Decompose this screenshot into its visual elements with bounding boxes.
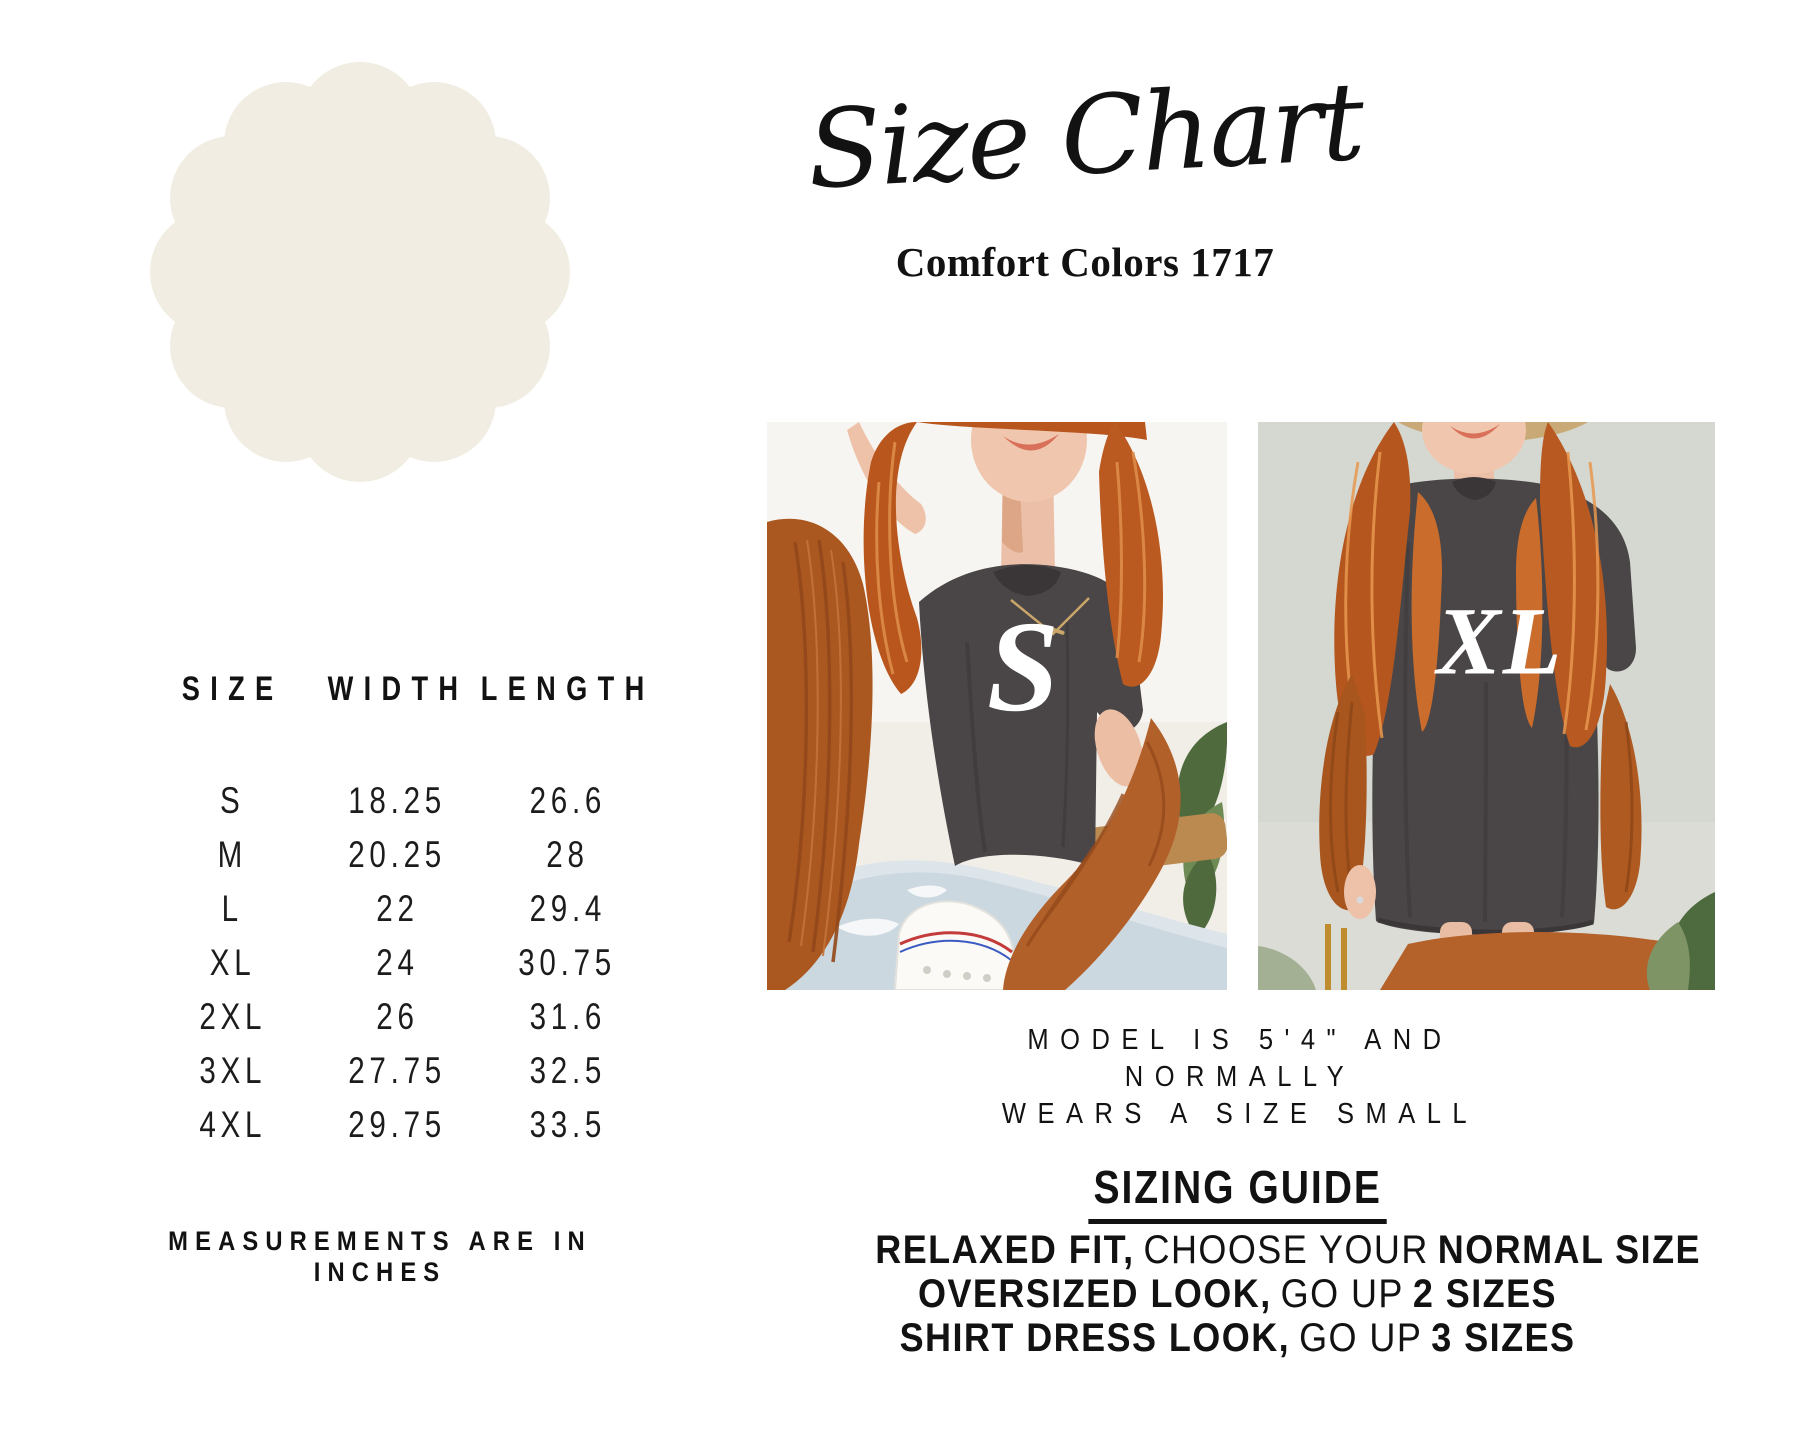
guide-bold-lead: RELAXED FIT, (875, 1228, 1135, 1272)
table-row-4xl (130, 1098, 675, 1152)
width-cell: 24 (376, 942, 419, 983)
size-cell: 3XL (199, 1050, 266, 1091)
table-row-xl (130, 936, 675, 990)
column-header-width: WIDTH (327, 669, 468, 708)
model-note (923, 1022, 1557, 1133)
product-photo-size-xl (1258, 422, 1715, 990)
size-cell: L (221, 888, 244, 929)
shirt-size-letter-s: S (986, 595, 1060, 739)
width-cell: 22 (376, 888, 419, 929)
table-row-l (130, 882, 675, 936)
length-cell: 26.6 (529, 780, 606, 821)
guide-bold-tail: 2 SIZES (1412, 1272, 1557, 1316)
width-cell: 27.75 (348, 1050, 447, 1091)
table-row-3xl (130, 1044, 675, 1098)
page-title: Size Chart (804, 59, 1366, 214)
guide-line-shirt-dress (871, 1316, 1605, 1360)
width-cell: 29.75 (348, 1104, 447, 1145)
size-table-header (130, 664, 675, 714)
length-cell: 33.5 (529, 1104, 606, 1145)
guide-regular: GO UP (1280, 1272, 1404, 1316)
product-photo-size-s (767, 422, 1227, 990)
sizing-guide-heading: SIZING GUIDE (1088, 1160, 1387, 1224)
size-cell: S (220, 780, 245, 821)
width-cell: 26 (376, 996, 419, 1037)
table-row-m (130, 828, 675, 882)
guide-line-oversized (871, 1272, 1605, 1316)
table-row-2xl (130, 990, 675, 1044)
guide-bold-lead: OVERSIZED LOOK, (918, 1272, 1272, 1316)
guide-bold-tail: 3 SIZES (1431, 1316, 1576, 1360)
photo-xl-illustration (1258, 422, 1715, 990)
scalloped-badge (148, 60, 572, 484)
length-cell: 30.75 (518, 942, 617, 983)
model-note-line1: MODEL IS 5'4" AND NORMALLY (1027, 1024, 1453, 1093)
guide-line-relaxed (871, 1228, 1701, 1272)
guide-regular: CHOOSE YOUR (1143, 1228, 1429, 1272)
column-header-length: LENGTH (480, 669, 655, 708)
guide-regular: GO UP (1299, 1316, 1423, 1360)
length-cell: 28 (546, 834, 589, 875)
length-cell: 32.5 (529, 1050, 606, 1091)
sizing-guide (930, 1160, 1545, 1224)
size-cell: 4XL (199, 1104, 266, 1145)
measurements-footnote: MEASUREMENTS ARE IN INCHES (168, 1226, 592, 1287)
model-note-line2: WEARS A SIZE SMALL (1001, 1098, 1479, 1130)
size-cell: XL (209, 942, 256, 983)
length-cell: 29.4 (529, 888, 606, 929)
page-subtitle: Comfort Colors 1717 (895, 239, 1275, 285)
sizing-guide-lines (830, 1228, 1701, 1360)
size-table (130, 664, 675, 1152)
guide-bold-lead: SHIRT DRESS LOOK, (899, 1316, 1291, 1360)
size-cell: 2XL (199, 996, 266, 1037)
scalloped-badge-shape (148, 60, 572, 484)
length-cell: 31.6 (529, 996, 606, 1037)
shirt-size-letter-xl: XL (1436, 587, 1564, 695)
guide-bold-tail: NORMAL SIZE (1437, 1228, 1701, 1272)
width-cell: 20.25 (348, 834, 447, 875)
table-row-s (130, 774, 675, 828)
size-cell: M (217, 834, 248, 875)
size-table-body (130, 774, 675, 1152)
column-header-size: SIZE (181, 669, 284, 708)
width-cell: 18.25 (348, 780, 447, 821)
